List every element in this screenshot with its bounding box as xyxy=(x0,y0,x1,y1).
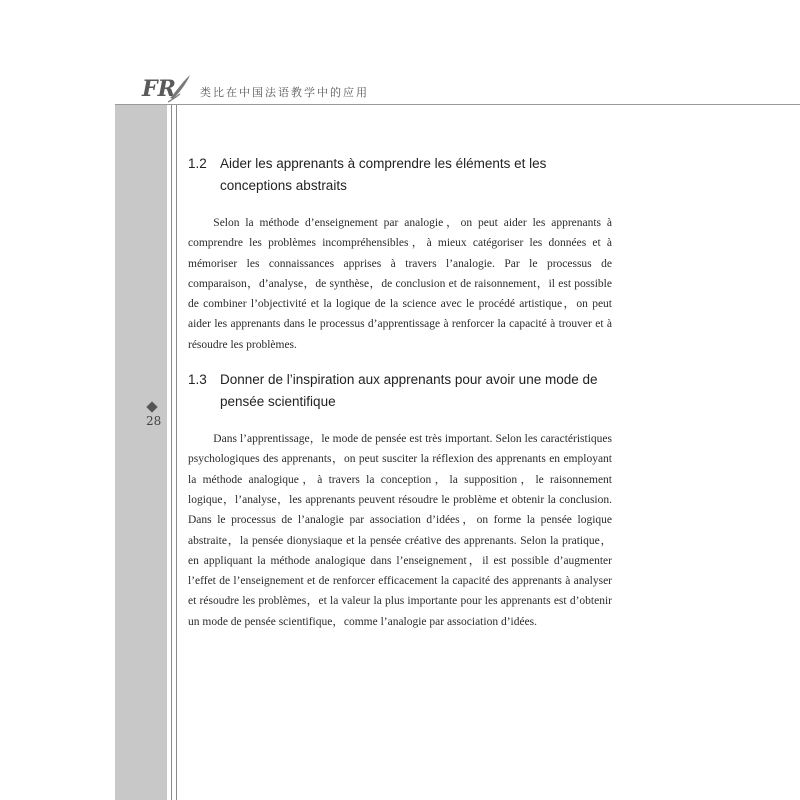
margin-line xyxy=(176,105,177,800)
logo-text: FR xyxy=(142,76,176,102)
section-heading-text: Donner de l’inspiration aux apprenants pour avoir une mode de pensée scientifique xyxy=(220,372,598,410)
fr-logo-mark xyxy=(140,72,194,106)
section-heading xyxy=(188,369,612,413)
body-paragraph: Selon la méthode d’enseignement par analogie，on peut aider les apprenants à comprendre les problèmes incompréhensibles，à mieux catégoriser les données et à mémoriser les connaissances apprises à travers l’analogie. Par le processus de comparaison，d’analyse，de synthèse，de conclusion et de raisonnement，il est possible de combiner l’objectivité et la logique de la science avec le procédé artistique，on peut aider les apprenants dans le processus d’apprentissage à renforcer la capacité à trouver et à résoudre les problèmes. xyxy=(188,217,612,351)
body-paragraph: Dans l’apprentissage，le mode de pensée est très important. Selon les caractéristiques psychologiques des apprenants，on peut susciter la réflexion des apprenants en employant la méthode analogique，à travers la conception，la supposition，le raisonnement logique，l’analyse，les apprenants peuvent résoudre le problème et obtenir la conclusion. Dans le processus de l’analogie par association d’idées，on forme la pensée logique abstraite，la pensée dionysiaque et la pensée créative des apprenants. Selon la pratique，en appliquant la méthode analogique dans l’enseignement，il est possible d’augmenter l’effet de l’enseignement et de renforcer efficacement la capacité des apprenants à analyser et résoudre les problèmes，et la valeur la plus importante pour les apprenants est d’obtenir un mode de pensée scientifique，comme l’analogie par association d’idées. xyxy=(188,433,612,628)
margin-line xyxy=(171,105,172,800)
section-number: 1.3 xyxy=(188,372,207,388)
section-number: 1.2 xyxy=(188,156,207,171)
fr-logo xyxy=(140,72,194,106)
running-header-title: 类比在中国法语教学中的应用 xyxy=(200,86,369,99)
section xyxy=(188,153,612,355)
page-body xyxy=(188,150,612,646)
margin-band xyxy=(115,105,167,800)
section-heading xyxy=(188,153,612,197)
header-rule xyxy=(115,104,800,105)
page-number: 28 xyxy=(146,414,162,428)
section xyxy=(188,369,612,632)
section-heading-text: Aider les apprenants à comprendre les éléments et les conceptions abstraits xyxy=(220,156,547,193)
